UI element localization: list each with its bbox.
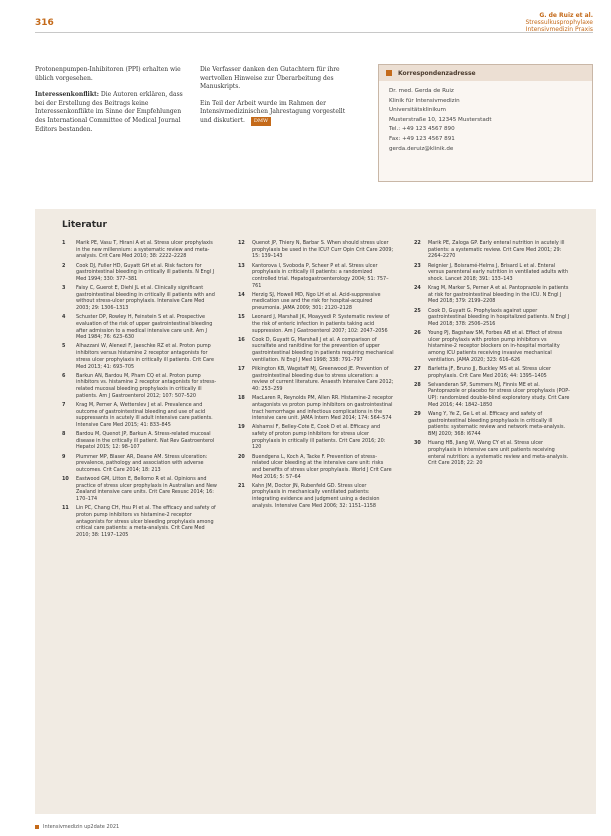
reference-item [414, 308, 570, 328]
address-line: Dr. med. Gerda de Ruiz [389, 88, 454, 94]
reference-text: Wang Y, Ye Z, Ge L et al. Efficacy and safety of gastrointestinal bleeding prophylaxis in critically ill patients: systematic review and network meta-analysis. BMJ 2020; 368: l6744 [428, 410, 566, 438]
reference-text: Barletta JF, Bruno JJ, Buckley MS et al. Stress ulcer prophylaxis. Crit Care Med 2016; 44: 1395–1405 [428, 365, 551, 379]
reference-item [62, 373, 218, 400]
reference-text: Reignier J, Boisramé-Helms J, Brisard L et al. Enteral versus parenteral early nutrition in ventilated adults with shock. Lancet 2018; 391: 133–143 [428, 262, 569, 282]
reference-text: Cook D, Guyatt G, Marshall J et al. A comparison of sucralfate and ranitidine for the prevention of upper gastrointestinal bleeding in patients requiring mechanical ventilation. N Engl J Med 1998; 338: 791–797 [252, 336, 394, 363]
reference-item [62, 402, 218, 429]
reference-text: Krag M, Perner A, Wetterslev J et al. Prevalence and outcome of gastrointestinal bleeding and use of acid suppressants in acutely ill adult intensive care patients. Intensive Care Med 2015; 41: 833–845 [76, 401, 213, 428]
reference-number: 18 [238, 395, 245, 402]
reference-text: Buendgens L, Koch A, Tacke F. Prevention of stress-related ulcer bleeding at the intensive care unit: risks and benefits of stress ulcer prophylaxis. World J Crit Care Med 2016; 5: 57–64 [252, 453, 392, 480]
reference-number: 4 [62, 314, 66, 321]
reference-number: 9 [62, 453, 66, 460]
header-authors: G. de Ruiz et al. [539, 12, 593, 19]
address-line: Tel.: +49 123 4567 890 [389, 126, 455, 133]
reference-item [238, 240, 394, 260]
reference-number: 19 [238, 424, 245, 431]
reference-item [238, 424, 394, 451]
reference-number: 26 [414, 330, 421, 336]
reference-number: 30 [414, 440, 421, 447]
address-line: Fax: +49 123 4567 891 [389, 135, 455, 142]
reference-text: Kantorova I, Svoboda P, Scheer P et al. Stress ulcer prophylaxis in critically ill patients: a randomized controlled trial. Hepatogastroenterology 2004; 51: 757–761 [252, 262, 389, 289]
reference-item [62, 454, 218, 474]
email-link[interactable]: gerda.deruiz@klinik.de [389, 145, 454, 152]
reference-text: MacLaren R, Reynolds PM, Allen RR. Histamine-2 receptor antagonists vs proton pump inhibitors on gastrointestinal tract hemorrhage and infectious complications in the intensive care unit. JAMA Intern Med 2014; 174: 564–574 [252, 395, 393, 422]
reference-text: Schuster DP, Rowley H, Feinstein S et al. Prospective evaluation of the risk of upper gastrointestinal bleeding after admission to a medical intensive care unit. Am J Med 1984; 76: 623–630 [76, 314, 213, 341]
intro-column-1 [35, 66, 193, 142]
square-icon [35, 825, 39, 829]
reference-text: Alhazzani W, Alenezi F, Jaeschke RZ et al. Proton pump inhibitors versus histamine 2 receptor antagonists for stress ulcer prophylaxis in critically ill patients. Crit Care Med 2013; 41: 693–705 [76, 343, 215, 370]
reference-number: 27 [414, 365, 421, 372]
reference-number: 7 [62, 401, 66, 408]
reference-text: Herzig SJ, Howell MD, Ngo LH et al. Acid-suppressive medication use and the risk for hospital-acquired pneumonia. JAMA 2009; 301: 2120–2128 [252, 291, 381, 312]
reference-item [238, 337, 394, 364]
address-line: Musterstraße 10, 12345 Musterstadt [389, 116, 492, 123]
reference-number: 29 [414, 410, 421, 417]
reference-item [62, 314, 218, 341]
reference-number: 25 [414, 307, 421, 314]
reference-number: 8 [62, 431, 66, 438]
reference-text: Marik PE, Zaloga GP. Early enteral nutrition in acutely ill patients: a systematic review. Crit Care Med 2001; 29: 2264–2270 [428, 240, 565, 260]
correspondence-box [378, 64, 593, 182]
reference-number: 11 [62, 505, 69, 512]
reference-item [414, 411, 570, 438]
reference-text: Bardou M, Quenot JP, Barkun A. Stress-related mucosal disease in the critically ill patient. Nat Rev Gastroenterol Hepatol 2015; 12: 98–107 [76, 431, 215, 451]
intro-paragraph [35, 91, 193, 134]
reference-text: Krag M, Marker S, Perner A et al. Pantoprazole in patients at risk for gastrointestinal bleeding in the ICU. N Engl J Med 2018; 379: 2199–2208 [428, 285, 569, 305]
literature-heading: Literatur [62, 220, 107, 230]
reference-column-2 [238, 240, 394, 512]
reference-text: Plummer MP, Blaser AR, Deane AM. Stress ulceration: prevalence, pathology and association with adverse outcomes. Crit Care 2014; 18: 213 [76, 453, 208, 473]
reference-column-3 [414, 240, 570, 469]
reference-number: 6 [62, 372, 66, 379]
reference-number: 14 [238, 291, 245, 298]
page-footer [35, 824, 119, 830]
reference-item [414, 440, 570, 467]
conflict-text: Die Autoren erklären, dass bei der Erstellung des Beitrags keine Interessenkonflikte im Sinne der Empfehlungen des International Committee of Medical Journal Editors bestanden. [35, 91, 183, 133]
reference-number: 28 [414, 381, 421, 388]
reference-number: 23 [414, 262, 421, 269]
reference-item [414, 382, 570, 409]
correspondence-title: Korrespondenzadresse [398, 69, 476, 77]
reference-item [62, 343, 218, 370]
address-line: Universitätsklinikum [389, 107, 446, 114]
correspondence-address [379, 81, 592, 160]
end-mark: DMW [251, 117, 271, 126]
square-icon [386, 70, 392, 76]
reference-item [62, 431, 218, 451]
reference-text: Kahn JM, Doctor JN, Rubenfeld GD. Stress ulcer prophylaxis in mechanically ventilated patients: integrating evidence and judgment using a decision analysis. Intensive Care Med 2006; 32: 1151–1158 [252, 482, 380, 509]
reference-item [62, 263, 218, 283]
reference-text: Lin PC, Chang CH, Hsu PI et al. The efficacy and safety of proton pump inhibitors vs histamine-2 receptor antagonists for stress ulcer bleeding prophylaxis among critical care patients: a meta-analysis. Crit Care Med 2010; 38: 1197–1205 [76, 505, 216, 539]
reference-text: Cook D, Guyatt G. Prophylaxis against upper gastrointestinal bleeding in hospitalized patients. N Engl J Med 2018; 378: 2506–2516 [428, 307, 570, 327]
reference-item [238, 292, 394, 312]
reference-number: 16 [238, 336, 245, 343]
header-title-line1: Stressulkusprophylaxe [525, 19, 593, 26]
reference-item [62, 285, 218, 312]
reference-number: 20 [238, 453, 245, 460]
reference-item [414, 263, 570, 283]
reference-item [62, 505, 218, 539]
intro-paragraph: Protonenpumpen-Inhibitoren (PPI) erhalten wie üblich vorgesehen. [35, 66, 181, 82]
reference-number: 13 [238, 262, 245, 269]
reference-item [238, 366, 394, 393]
correspondence-header [379, 65, 592, 81]
header-title-line2: Intensivmedizin Praxis [525, 26, 593, 33]
reference-text: Cook DJ, Fuller HD, Guyatt GH et al. Risk factors for gastrointestinal bleeding in critically ill patients. N Engl J Med 1994; 330: 377–381 [76, 262, 215, 282]
footer-text: Intensivmedizin up2date 2021 [43, 824, 120, 830]
reference-text: Faisy C, Guerot E, Diehl JL et al. Clinically significant gastrointestinal bleeding in critically ill patients with and without stress-ulcer prophylaxis. Intensive Care Med 2003; 29: 1306–1313 [76, 285, 215, 312]
reference-item [238, 263, 394, 290]
reference-number: 21 [238, 482, 245, 489]
reference-number: 3 [62, 285, 66, 291]
reference-item [62, 476, 218, 503]
reference-text: Selvanderan SP, Summers MJ, Finnis ME et al. Pantoprazole or placebo for stress ulcer prophylaxis (POP-UP): randomized double-blind exploratory study. Crit Care Med 2016; 44: 1842–1850 [428, 381, 570, 408]
reference-column-1 [62, 240, 218, 541]
reference-text: Quenot JP, Thiery N, Barbar S. When should stress ulcer prophylaxis be used in the ICU? Curr Opin Crit Care 2009; 15: 139–143 [252, 240, 394, 260]
reference-item [414, 240, 570, 260]
reference-number: 22 [414, 240, 421, 246]
reference-number: 5 [62, 343, 66, 350]
reference-number: 10 [62, 476, 69, 483]
intro-column-2 [200, 66, 358, 134]
header-rule [35, 32, 593, 33]
reference-text: Eastwood GM, Litton E, Bellomo R et al. Opinions and practice of stress ulcer prophylaxis in Australian and New Zealand intensive care units. Crit Care Resusc 2014; 16: 170–174 [76, 476, 217, 503]
running-header [525, 12, 593, 33]
reference-number: 2 [62, 262, 66, 269]
address-line: Klinik für Intensivmedizin [389, 97, 460, 104]
reference-item [414, 330, 570, 364]
reference-number: 12 [238, 240, 245, 246]
intro-text: Ein Teil der Arbeit wurde im Rahmen der Intensivmedizinischen Jahrestagung vorgestellt und diskutiert. [200, 99, 346, 124]
reference-text: Young PJ, Bagshaw SM, Forbes AB et al. Effect of stress ulcer prophylaxis with proton pump inhibitors vs histamine-2 receptor blockers on in-hospital mortality among ICU patients receiving invasive mechanical ventilation. JAMA 2020; 323: 616–626 [428, 330, 563, 363]
reference-item [414, 285, 570, 305]
reference-number: 17 [238, 365, 245, 372]
reference-text: Barkun AN, Bardou M, Pham CQ et al. Proton pump inhibitors vs. histamine 2 receptor antagonists for stress-related mucosal bleeding prophylaxis in critically ill patients. Am J Gastroenterol 2012; 107: 507–520 [76, 372, 217, 399]
reference-item [238, 314, 394, 334]
reference-item [62, 240, 218, 260]
page-number: 316 [35, 18, 54, 28]
reference-text: Huang HB, Jiang W, Wang CY et al. Stress ulcer prophylaxis in intensive care unit patients receiving enteral nutrition: a systematic review and meta-analysis. Crit Care 2018; 22: 20 [428, 440, 569, 467]
reference-number: 24 [414, 285, 421, 291]
conflict-heading: Interessenkonflikt: [35, 91, 99, 99]
reference-text: Leonard J, Marshall JK, Moayyedi P. Systematic review of the risk of enteric infection in patients taking acid suppression. Am J Gastroenterol 2007; 102: 2047–2056 [252, 314, 390, 334]
reference-item [238, 395, 394, 422]
reference-item [414, 366, 570, 379]
intro-paragraph: Die Verfasser danken den Gutachtern für ihre wertvollen Hinweise zur Überarbeitung des Manuskripts. [200, 66, 340, 91]
intro-paragraph [200, 100, 358, 126]
reference-item [238, 483, 394, 510]
reference-item [238, 454, 394, 481]
reference-text: Marik PE, Vasu T, Hirani A et al. Stress ulcer prophylaxis in the new millennium: a systematic review and meta-analysis. Crit Care Med 2010; 38: 2222–2228 [76, 240, 213, 260]
reference-text: Alshamsi F, Belley-Cote E, Cook D et al. Efficacy and safety of proton pump inhibitors for stress ulcer prophylaxis in critically ill patients. Crit Care 2016; 20: 120 [252, 424, 386, 451]
reference-number: 15 [238, 314, 245, 321]
reference-text: Pilkington KB, Wagstaff MJ, Greenwood JE. Prevention of gastrointestinal bleeding due to stress ulceration: a review of current literature. Anaesth Intensive Care 2012; 40: 253–259 [252, 365, 394, 393]
reference-number: 1 [62, 240, 66, 246]
